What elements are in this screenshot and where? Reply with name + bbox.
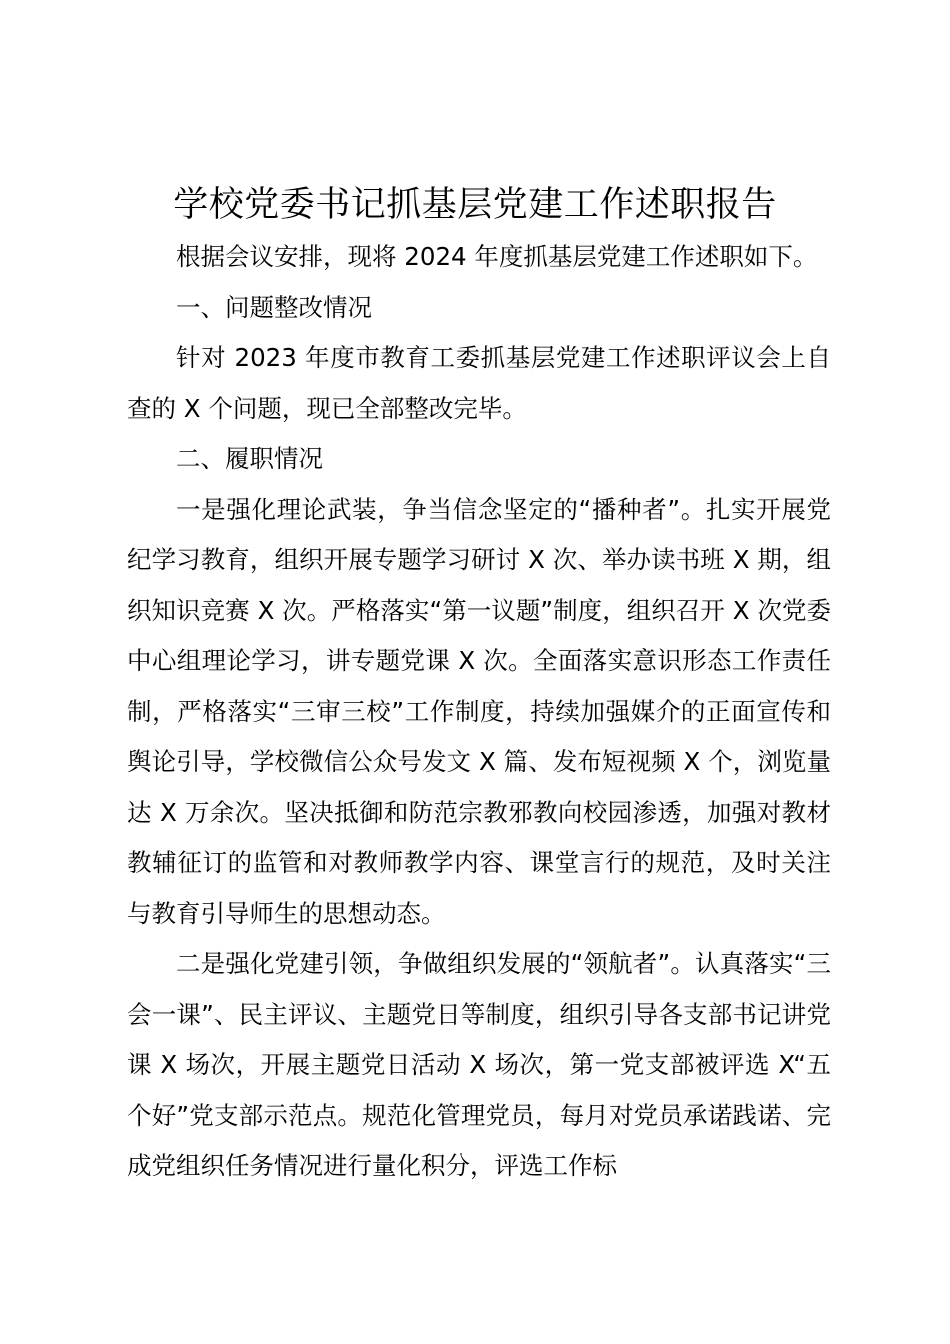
paragraph-rectification: 针对 2023 年度市教育工委抓基层党建工作述职评议会上自查的 X 个问题，现已全部整改完毕。 <box>127 343 831 423</box>
document-title: 学校党委书记抓基层党建工作述职报告 <box>173 185 777 225</box>
section-heading-duties: 二、履职情况 <box>176 444 323 473</box>
paragraph-theory: 一是强化理论武装，争当信念坚定的“播种者”。扎实开展党纪学习教育，组织开展专题学习研讨 X 次、举办读书班 X 期，组织知识竞赛 X 次。严格落实“第一议题”制度，组织召开 X 次党委中心组理论学习，讲专题党课 X 次。全面落实意识形态工作责任制，严格落实“三审三校”工作制度，持续加强媒介的正面宣传和舆论引导，学校微信公众号发文 X 篇、发布短视频 X 个，浏览量达 X 万余次。坚决抵御和防范宗教邪教向校园渗透，加强对教材教辅征订的监管和对教师教学内容、课堂言行的规范，及时关注与教育引导师生的思想动态。 <box>127 494 831 928</box>
section-heading-rectification: 一、问题整改情况 <box>176 292 372 322</box>
paragraph-party-building: 二是强化党建引领，争做组织发展的“领航者”。认真落实“三会一课”、民主评议、主题党日等制度，组织引导各支部书记讲党课 X 场次，开展主题党日活动 X 场次，第一党支部被评选 X“五个好”党支部示范点。规范化管理党员，每月对党员承诺践诺、完成党组织任务情况进行量化积分，评选工作标 <box>127 949 831 1180</box>
document-body <box>127 232 831 1192</box>
paragraph-intro: 根据会议安排，现将 2024 年度抓基层党建工作述职如下。 <box>176 242 818 271</box>
